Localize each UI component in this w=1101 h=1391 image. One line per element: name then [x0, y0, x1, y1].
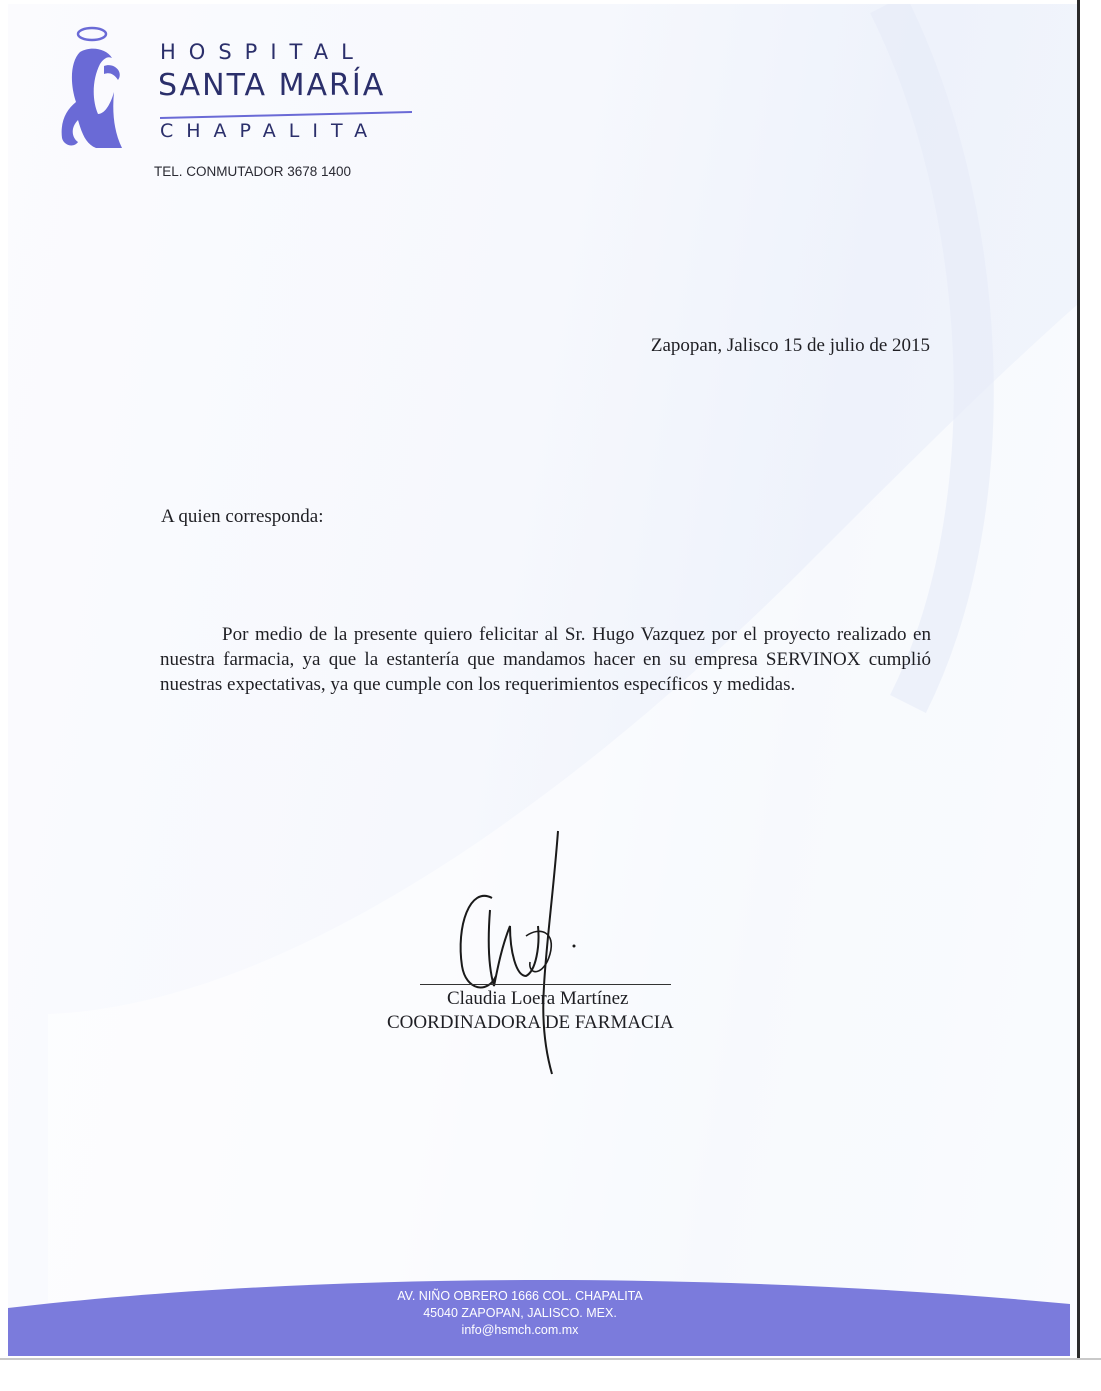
letterhead-chapalita: CHAPALITA — [160, 120, 381, 142]
letterhead-phone: TEL. CONMUTADOR 3678 1400 — [154, 164, 352, 179]
letterhead-rule — [160, 110, 412, 120]
letterhead-hospital: HOSPITAL — [160, 40, 366, 64]
letter-salutation: A quien corresponda: — [161, 506, 324, 527]
footer-address-block — [360, 1288, 680, 1339]
footer-address-line2: 45040 ZAPOPAN, JALISCO. MEX. — [423, 1306, 617, 1320]
handwritten-signature — [440, 826, 590, 1076]
hospital-logo-icon — [52, 22, 132, 152]
letter-body-paragraph — [160, 622, 931, 697]
footer-address-line1: AV. NIÑO OBRERO 1666 COL. CHAPALITA — [397, 1289, 643, 1303]
signer-name: Claudia Loera Martínez — [447, 988, 629, 1009]
scan-edge-right — [1077, 0, 1080, 1358]
footer-email: info@hsmch.com.mx — [461, 1323, 579, 1337]
signer-title: COORDINADORA DE FARMACIA — [387, 1012, 674, 1033]
signature-line — [420, 984, 671, 985]
scan-edge-bottom — [0, 1358, 1101, 1360]
letterhead-santa-maria: SANTA MARÍA — [158, 68, 386, 103]
letter-body-text: Por medio de la presente quiero felicitar al Sr. Hugo Vazquez por el proyecto realizado en nuestra farmacia, ya que la estantería que mandamos hacer en su empresa SERVINOX cumplió nuestras expectativas, ya que cumple con los requerimientos específicos y medidas. — [160, 624, 931, 695]
letter-date: Zapopan, Jalisco 15 de julio de 2015 — [650, 335, 930, 356]
